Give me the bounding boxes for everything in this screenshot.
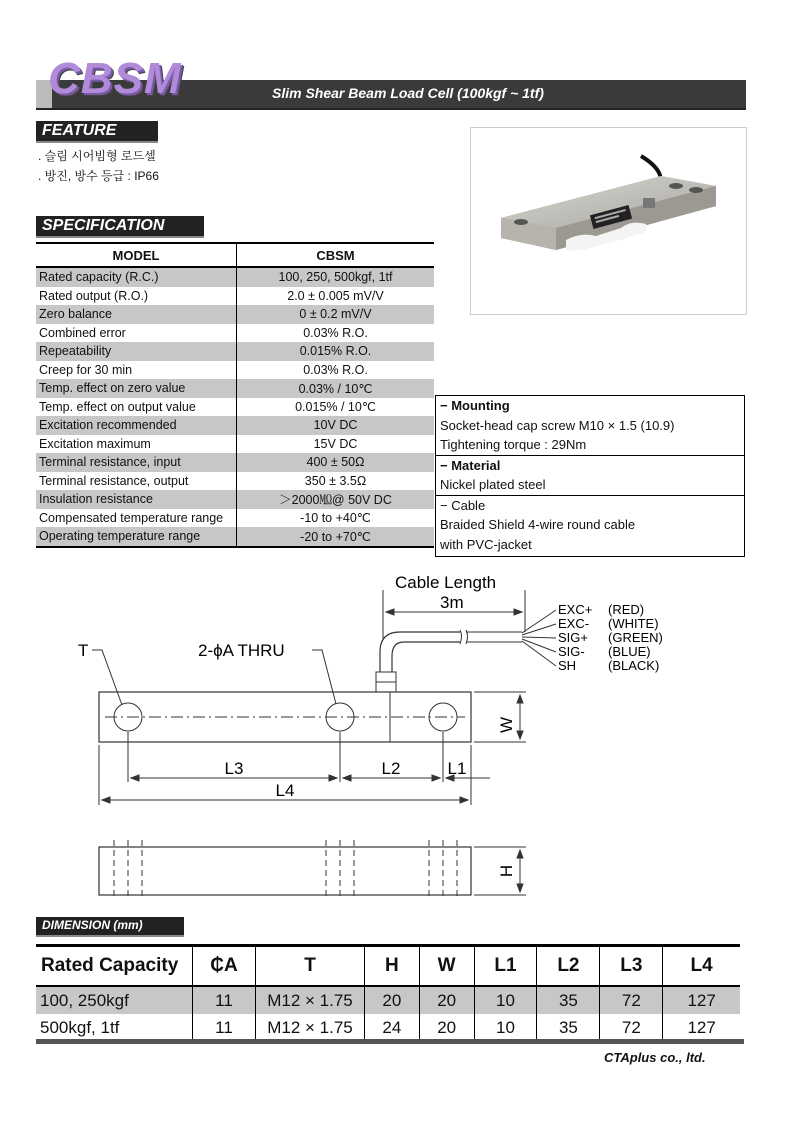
spec-row — [36, 398, 434, 417]
mounting-info-box — [435, 395, 745, 557]
spec-name: Terminal resistance, input — [36, 453, 237, 472]
dim-cell: 20 — [419, 1014, 474, 1042]
spec-value: -10 to +40℃ — [237, 509, 435, 528]
dim-cell: 72 — [600, 986, 663, 1014]
cable-title: − Cable — [436, 495, 744, 516]
mounting-line: Socket-head cap screw M10 × 1.5 (10.9) — [440, 417, 675, 433]
dim-cell: 11 — [193, 986, 256, 1014]
spec-value: -20 to +70℃ — [237, 527, 435, 547]
dim-header-row — [36, 946, 740, 987]
product-photo — [470, 127, 747, 315]
dim-cell: 500kgf, 1tf — [36, 1014, 193, 1042]
spec-value: 0.015% / 10℃ — [237, 398, 435, 417]
wire-shield — [522, 641, 556, 666]
label-l1: L1 — [447, 759, 467, 778]
feature-line-1: . 슬림 시어빔형 로드셀 — [38, 149, 156, 163]
wire-name: EXC- — [558, 616, 590, 631]
dim-cell: 35 — [537, 986, 600, 1014]
spec-name: Creep for 30 min — [39, 362, 133, 377]
spec-name: Operating temperature range — [36, 527, 237, 547]
wire-color: (WHITE) — [608, 616, 659, 631]
spec-row — [36, 416, 434, 435]
body-side-view — [99, 847, 471, 895]
dim-header: W — [419, 946, 474, 987]
spec-name: Temp. effect on zero value — [36, 379, 237, 398]
spec-row — [36, 472, 434, 491]
label-t: T — [78, 641, 89, 660]
cable-lower-edge — [392, 642, 460, 672]
spec-row — [36, 453, 434, 472]
spec-row — [36, 342, 434, 361]
mounting-line: Tightening torque : 29Nm — [440, 437, 587, 452]
dim-header: L2 — [537, 946, 600, 987]
material-title: − Material — [436, 455, 744, 476]
material-line: Nickel plated steel — [440, 477, 546, 492]
spec-name: Rated output (R.O.) — [39, 288, 149, 303]
dim-cell: 127 — [663, 986, 740, 1014]
dim-cell: 10 — [474, 986, 537, 1014]
leader-t — [92, 650, 122, 705]
dim-cell: 24 — [365, 1014, 420, 1042]
spec-name: Terminal resistance, output — [39, 473, 189, 488]
label-l2: L2 — [381, 759, 401, 778]
product-logo: CBSM — [48, 54, 182, 103]
dimension-heading: DIMENSION (mm) — [36, 917, 184, 937]
spec-row — [36, 509, 434, 528]
spec-header-cbsm: CBSM — [237, 243, 435, 267]
wire-color: (RED) — [608, 602, 645, 617]
feature-heading: FEATURE — [36, 121, 158, 143]
dim-cell: 10 — [474, 1014, 537, 1042]
dim-header: T — [256, 946, 365, 987]
company-name: CTAplus co., ltd. — [604, 1050, 706, 1065]
dimension-table — [36, 944, 740, 1043]
dim-row — [36, 986, 740, 1014]
spec-value: 0.03% / 10℃ — [237, 379, 435, 398]
load-cell-illustration — [471, 128, 746, 314]
specification-table — [36, 242, 434, 548]
spec-row — [36, 267, 434, 287]
wire-sig-plus — [522, 637, 556, 638]
spec-row — [36, 361, 434, 380]
spec-row — [36, 527, 434, 547]
spec-name: Insulation resistance — [36, 490, 237, 509]
spec-name: Excitation maximum — [39, 436, 151, 451]
spec-row — [36, 287, 434, 306]
dim-header: Rated Capacity — [36, 946, 193, 987]
spec-value: 0.03% R.O. — [237, 361, 435, 380]
dim-header: H — [365, 946, 420, 987]
spec-name: Combined error — [39, 325, 126, 340]
dim-cell: 72 — [600, 1014, 663, 1042]
wire-color: (BLUE) — [608, 644, 651, 659]
cable-line: Braided Shield 4-wire round cable — [440, 517, 636, 532]
dim-cell: 11 — [193, 1014, 256, 1042]
label-w: W — [497, 716, 516, 734]
dim-header: L3 — [600, 946, 663, 987]
dim-cell: 127 — [663, 1014, 740, 1042]
spec-row — [36, 379, 434, 398]
dim-cell: 20 — [419, 986, 474, 1014]
wire-name: EXC+ — [558, 602, 593, 617]
spec-header-model: MODEL — [36, 243, 237, 267]
spec-name: Rated capacity (R.C.) — [36, 267, 237, 287]
dim-row — [36, 1014, 740, 1042]
spec-name: Temp. effect on output value — [39, 399, 196, 414]
wire-sig-minus — [522, 639, 556, 652]
dim-cell: 35 — [537, 1014, 600, 1042]
spec-name: Repeatability — [36, 342, 237, 361]
spec-header-row — [36, 243, 434, 267]
spec-row — [36, 324, 434, 343]
wire-name: SIG+ — [558, 630, 588, 645]
wire-color: (GREEN) — [608, 630, 663, 645]
mounting-title: − Mounting — [440, 398, 510, 413]
spec-row — [36, 305, 434, 324]
dim-header: ₵A — [193, 946, 256, 987]
dim-cell: 20 — [365, 986, 420, 1014]
wire-color: (BLACK) — [608, 658, 660, 673]
label-l3: L3 — [224, 759, 244, 778]
spec-value: 0.03% R.O. — [237, 324, 435, 343]
spec-value: 350 ± 3.5Ω — [237, 472, 435, 491]
spec-value: 2.0 ± 0.005 mV/V — [237, 287, 435, 306]
page-subtitle: Slim Shear Beam Load Cell (100kgf ~ 1tf) — [272, 85, 544, 101]
cable-length-value: 3m — [440, 593, 464, 612]
label-thru: 2-ϕA THRU — [198, 641, 285, 660]
dim-header: L4 — [663, 946, 740, 987]
spec-name: Excitation recommended — [36, 416, 237, 435]
spec-value: 0 ± 0.2 mV/V — [237, 305, 435, 324]
cable-length-label: Cable Length — [395, 573, 497, 592]
wire-name: SIG- — [558, 644, 585, 659]
side-hidden-lines — [114, 840, 457, 900]
spec-name: Zero balance — [36, 305, 237, 324]
dim-cell: 100, 250kgf — [36, 986, 193, 1014]
dimension-bottom-rule — [36, 1039, 744, 1044]
wire-name: SH — [558, 658, 577, 673]
dim-cell: M12 × 1.75 — [256, 1014, 365, 1042]
spec-row — [36, 435, 434, 454]
dim-cell: M12 × 1.75 — [256, 986, 365, 1014]
dim-header: L1 — [474, 946, 537, 987]
spec-row — [36, 490, 434, 509]
spec-value: 10V DC — [237, 416, 435, 435]
spec-value: 15V DC — [237, 435, 435, 454]
spec-value: 100, 250, 500kgf, 1tf — [237, 267, 435, 287]
label-h: H — [497, 864, 516, 878]
spec-value: ＞2000㏁@ 50V DC — [237, 490, 435, 509]
specification-heading: SPECIFICATION — [36, 216, 204, 238]
spec-value: 400 ± 50Ω — [237, 453, 435, 472]
cable-line: with PVC-jacket — [440, 536, 532, 552]
feature-line-2: . 방진, 방수 등급 : IP66 — [38, 169, 159, 183]
dimension-drawing — [0, 560, 794, 905]
label-l4: L4 — [275, 781, 295, 800]
leader-thru — [312, 650, 336, 704]
spec-value: 0.015% R.O. — [237, 342, 435, 361]
spec-name: Compensated temperature range — [39, 510, 224, 525]
